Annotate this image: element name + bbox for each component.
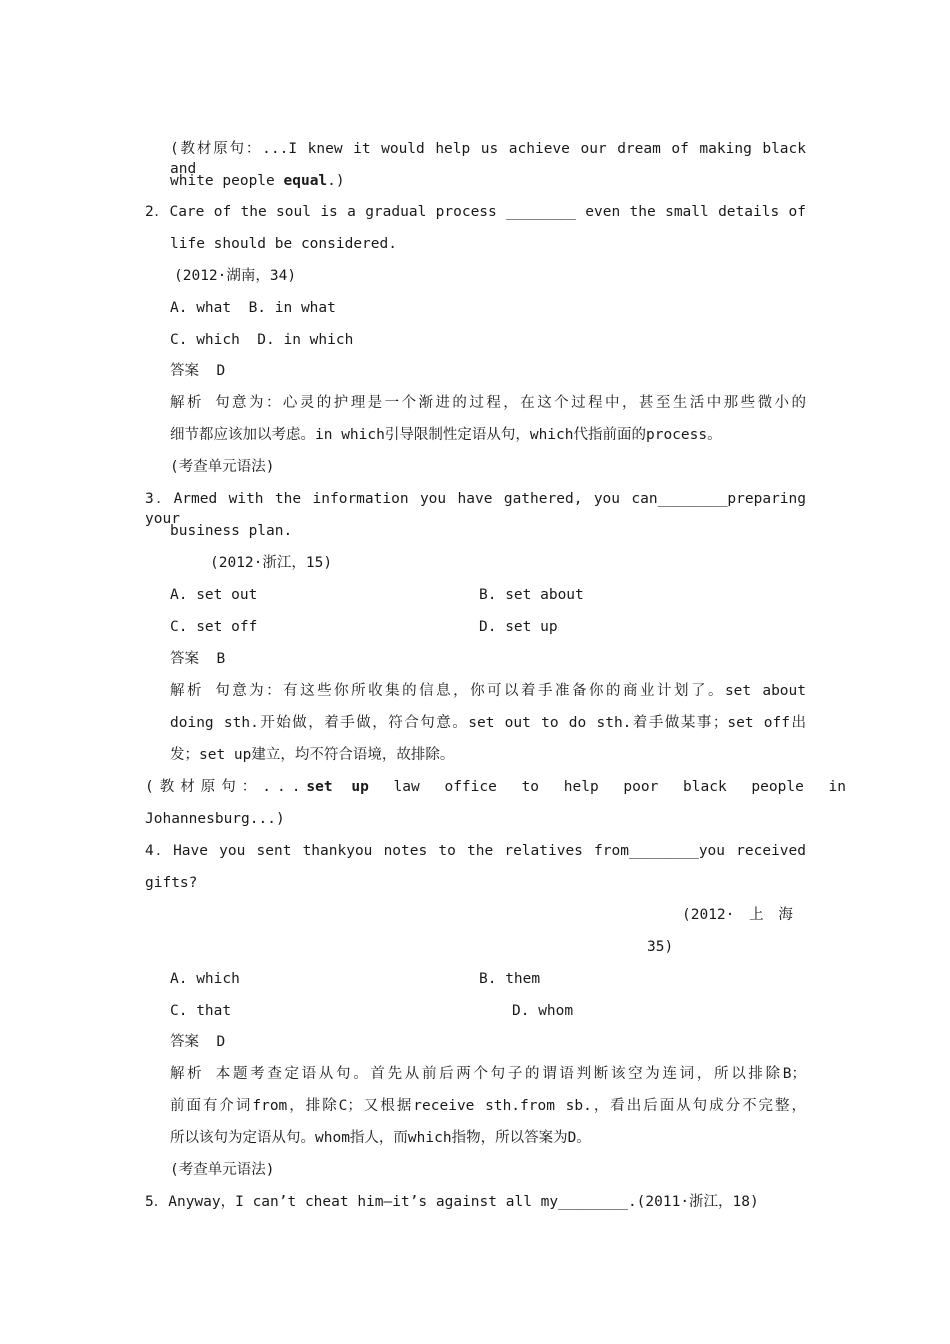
q3-option-b: B. set about (479, 587, 584, 603)
q3-origin-pre: (教材原句：... (145, 779, 307, 795)
q5-stem-line1: 5．Anyway，I can’t cheat him—it’s against all my________.(2011·浙江，18) (145, 1194, 759, 1210)
q1-origin-close: .) (327, 173, 345, 189)
q4-source-line2: 35) (647, 939, 674, 955)
q3-analysis-line2: doing sth.开始做，着手做，符合句意。set out to do sth.着手做某事；set off出 (170, 715, 806, 731)
q4-stem-line2: gifts? (145, 875, 198, 891)
q3-option-c: C. set off (170, 619, 258, 635)
q4-answer: 答案 D (170, 1034, 226, 1050)
q2-analysis-line2: 细节都应该加以考虑。in which引导限制性定语从句，which代指前面的process。 (170, 427, 722, 443)
q3-source: (2012·浙江，15) (210, 555, 333, 571)
q1-origin-text: white people (170, 173, 284, 189)
q1-origin-line1: (教材原句：...I knew it would help us achieve our dream of making black and (170, 141, 806, 177)
q3-answer: 答案 B (170, 651, 226, 667)
q3-origin-bold: set up (306, 779, 369, 795)
q4-note: (考查单元语法) (170, 1162, 275, 1178)
q2-options-ab: A. what B. in what (170, 300, 336, 316)
q3-origin-line1 (145, 777, 847, 797)
q4-option-d: D. whom (512, 1003, 574, 1019)
q2-analysis-line1: 解析 句意为：心灵的护理是一个渐进的过程，在这个过程中，甚至生活中那些微小的 (170, 395, 806, 411)
q4-stem-line1: 4．Have you sent thankyou notes to the relatives from________you received (145, 843, 806, 859)
q4-analysis-line1: 解析 本题考查定语从句。首先从前后两个句子的谓语判断该空为连词，所以排除B； (170, 1066, 806, 1082)
q4-source-line1: (2012· 上 海 (682, 907, 793, 923)
q4-option-c: C. that (170, 1003, 232, 1019)
q2-stem-line1: 2．Care of the soul is a gradual process ________ even the small details of (145, 204, 806, 220)
q4-analysis-line2: 前面有介词from，排除C；又根据receive sth.from sb.，看出后面从句成分不完整， (170, 1098, 806, 1114)
q4-analysis-line3: 所以该句为定语从句。whom指人，而which指物，所以答案为D。 (170, 1130, 591, 1146)
q4-option-a: A. which (170, 971, 240, 987)
q3-analysis-line1: 解析 句意为：有这些你所收集的信息，你可以着手准备你的商业计划了。set about (170, 683, 806, 699)
q3-origin-line2: Johannesburg...) (145, 811, 285, 827)
q3-option-a: A. set out (170, 587, 258, 603)
q3-stem-line1: 3．Armed with the information you have gathered, you can________preparing your (145, 491, 806, 527)
q2-note: (考查单元语法) (170, 459, 275, 475)
q3-stem-line2: business plan. (170, 523, 293, 539)
q1-origin-line2 (170, 171, 345, 191)
q3-analysis-line3: 发；set up建立，均不符合语境，故排除。 (170, 747, 455, 763)
q2-stem-line2: life should be considered. (170, 236, 397, 252)
q3-origin-lead (145, 777, 306, 797)
q3-origin-post: law office to help poor black people in (368, 779, 847, 795)
q4-option-b: B. them (479, 971, 541, 987)
q1-origin-bold-word: equal (283, 173, 328, 189)
q2-source: (2012·湖南，34) (174, 268, 297, 284)
q2-options-cd: C. which D. in which (170, 332, 354, 348)
q3-option-d: D. set up (479, 619, 558, 635)
q2-answer: 答案 D (170, 363, 226, 379)
